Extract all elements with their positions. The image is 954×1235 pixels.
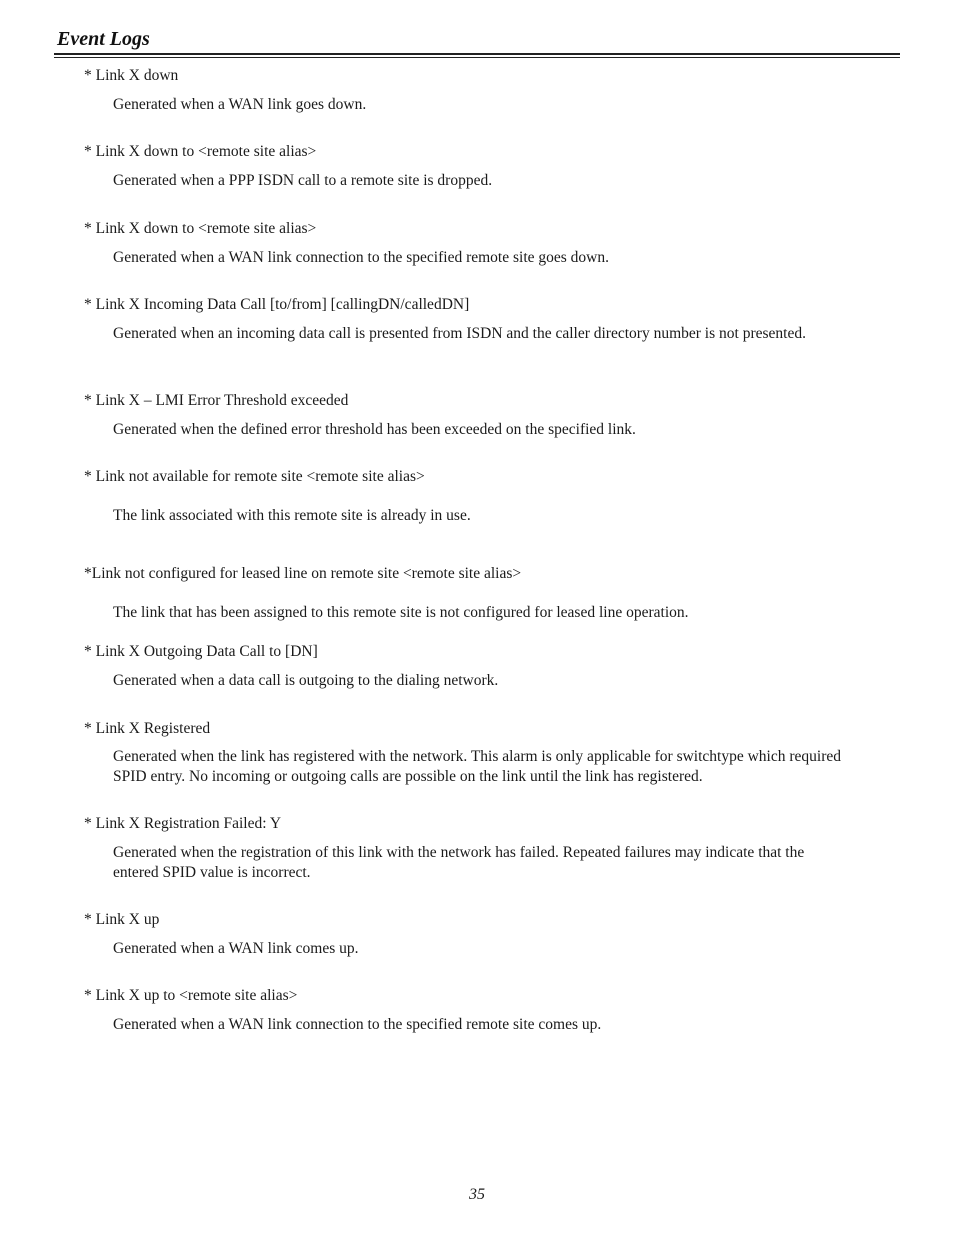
event-title: * Link X down to <remote site alias> (84, 220, 317, 237)
event-title: * Link X up to <remote site alias> (84, 987, 298, 1004)
event-description: Generated when an incoming data call is presented from ISDN and the caller directory number is not presented. (113, 325, 806, 342)
event-description: The link associated with this remote site is already in use. (113, 507, 471, 524)
event-title: *Link not configured for leased line on remote site <remote site alias> (84, 565, 522, 582)
event-title: * Link X Registration Failed: Y (84, 815, 282, 832)
page-title: Event Logs (57, 28, 150, 50)
event-description: Generated when a data call is outgoing to the dialing network. (113, 672, 499, 689)
event-title: * Link not available for remote site <remote site alias> (84, 468, 425, 485)
event-description: The link that has been assigned to this remote site is not configured for leased line operation. (113, 604, 689, 621)
event-description: Generated when the defined error threshold has been exceeded on the specified link. (113, 421, 636, 438)
event-title: * Link X Incoming Data Call [to/from] [callingDN/calledDN] (84, 296, 470, 313)
page-number: 35 (469, 1186, 485, 1203)
event-description: Generated when a WAN link connection to the specified remote site goes down. (113, 249, 609, 266)
event-title: * Link X Outgoing Data Call to [DN] (84, 643, 318, 660)
event-title: * Link X – LMI Error Threshold exceeded (84, 392, 349, 409)
event-title: * Link X up (84, 911, 160, 928)
header-rule-thin (54, 57, 900, 58)
event-description: Generated when the link has registered with the network. This alarm is only applicable for switchtype which required SPID entry. No incoming or outgoing calls are possible on the link until the link has registered. (113, 748, 841, 785)
event-title: * Link X down to <remote site alias> (84, 143, 317, 160)
event-description: Generated when the registration of this link with the network has failed. Repeated failures may indicate that the entered SPID value is incorrect. (113, 844, 805, 881)
event-title: * Link X Registered (84, 720, 211, 737)
event-description: Generated when a WAN link connection to the specified remote site comes up. (113, 1016, 602, 1033)
header-rule (54, 53, 900, 55)
event-description: Generated when a WAN link comes up. (113, 940, 359, 957)
event-description: Generated when a WAN link goes down. (113, 96, 367, 113)
event-title: * Link X down (84, 67, 179, 84)
event-description: Generated when a PPP ISDN call to a remote site is dropped. (113, 172, 493, 189)
